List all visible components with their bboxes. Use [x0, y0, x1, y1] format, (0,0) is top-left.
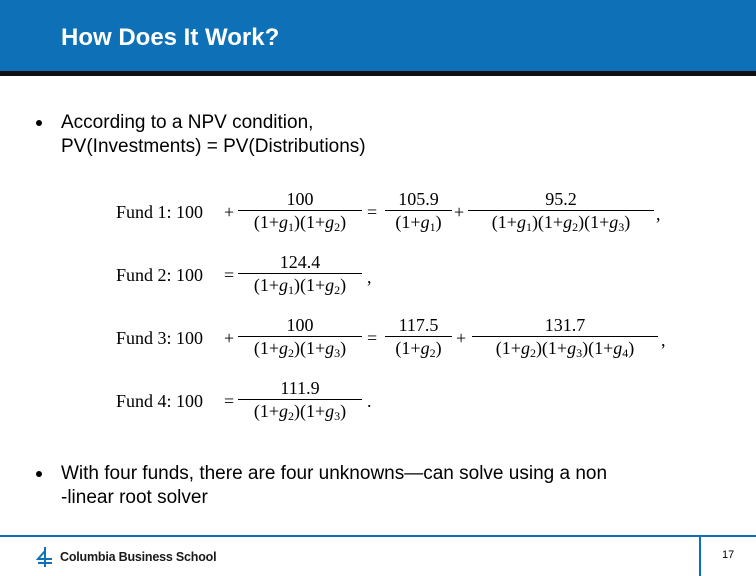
bullet-unknowns [36, 462, 607, 510]
bullet-text-line-2: -linear root solver [61, 487, 208, 508]
plus-operator: + [224, 202, 235, 222]
bullet-text-line-2: PV(Investments) = PV(Distributions) [61, 136, 366, 157]
denominator: $(1+g_2)(1+g_3)(1+g_4)$ [495, 338, 635, 361]
title-bar [0, 0, 756, 71]
comma: , [661, 330, 666, 350]
slide-title: How Does It Work? [61, 24, 280, 51]
equation-label: Fund 1: 100 [116, 202, 204, 222]
bullet-npv-condition [36, 111, 366, 159]
bullet-text-line-1: With four funds, there are four unknowns—can solve using a non [61, 463, 608, 484]
fraction [468, 188, 654, 233]
numerator: 105.9 [398, 189, 439, 209]
footer-vertical-divider [699, 537, 701, 576]
denominator: $(1+g_2)$ [395, 338, 442, 361]
denominator: $(1+g_1)(1+g_2)(1+g_3)$ [491, 212, 631, 235]
plus-operator: + [224, 328, 235, 348]
denominator: $(1+g_1)(1+g_2)$ [253, 212, 347, 235]
comma: , [367, 267, 372, 287]
equals-operator: = [367, 328, 378, 348]
equals-operator: = [367, 202, 378, 222]
fraction [238, 314, 362, 359]
page-number: 17 [722, 549, 735, 561]
plus-operator: + [456, 328, 467, 348]
bullet-dot-icon [36, 471, 42, 477]
plus-operator: + [454, 202, 465, 222]
numerator: 111.9 [280, 378, 320, 398]
denominator: $(1+g_1)(1+g_2)$ [253, 275, 347, 298]
equals-operator: = [224, 265, 235, 285]
fraction [238, 251, 362, 296]
numerator: 100 [286, 315, 314, 335]
fraction [472, 314, 658, 359]
numerator: 117.5 [398, 315, 439, 335]
fraction [385, 314, 452, 359]
equals-operator: = [224, 391, 235, 411]
footer-divider [0, 535, 756, 537]
title-divider [0, 71, 756, 76]
denominator: $(1+g_2)(1+g_3)$ [253, 401, 347, 424]
numerator: 95.2 [545, 189, 577, 209]
denominator: $(1+g_2)(1+g_3)$ [253, 338, 347, 361]
bullet-text-line-1: According to a NPV condition, [61, 112, 314, 133]
denominator: $(1+g_1)$ [395, 212, 442, 235]
numerator: 124.4 [279, 252, 321, 272]
numerator: 100 [286, 189, 314, 209]
comma: , [656, 204, 661, 224]
school-name: Columbia Business School [60, 550, 217, 564]
columbia-crown-icon [35, 546, 55, 568]
equation-label: Fund 3: 100 [116, 328, 204, 348]
equation-label: Fund 2: 100 [116, 265, 204, 285]
fraction [385, 188, 452, 233]
fraction [238, 377, 362, 422]
period: . [367, 391, 372, 411]
numerator: 131.7 [544, 315, 586, 335]
bullet-dot-icon [36, 120, 42, 126]
columbia-logo [35, 546, 216, 568]
fraction [238, 188, 362, 233]
equation-label: Fund 4: 100 [116, 391, 204, 411]
